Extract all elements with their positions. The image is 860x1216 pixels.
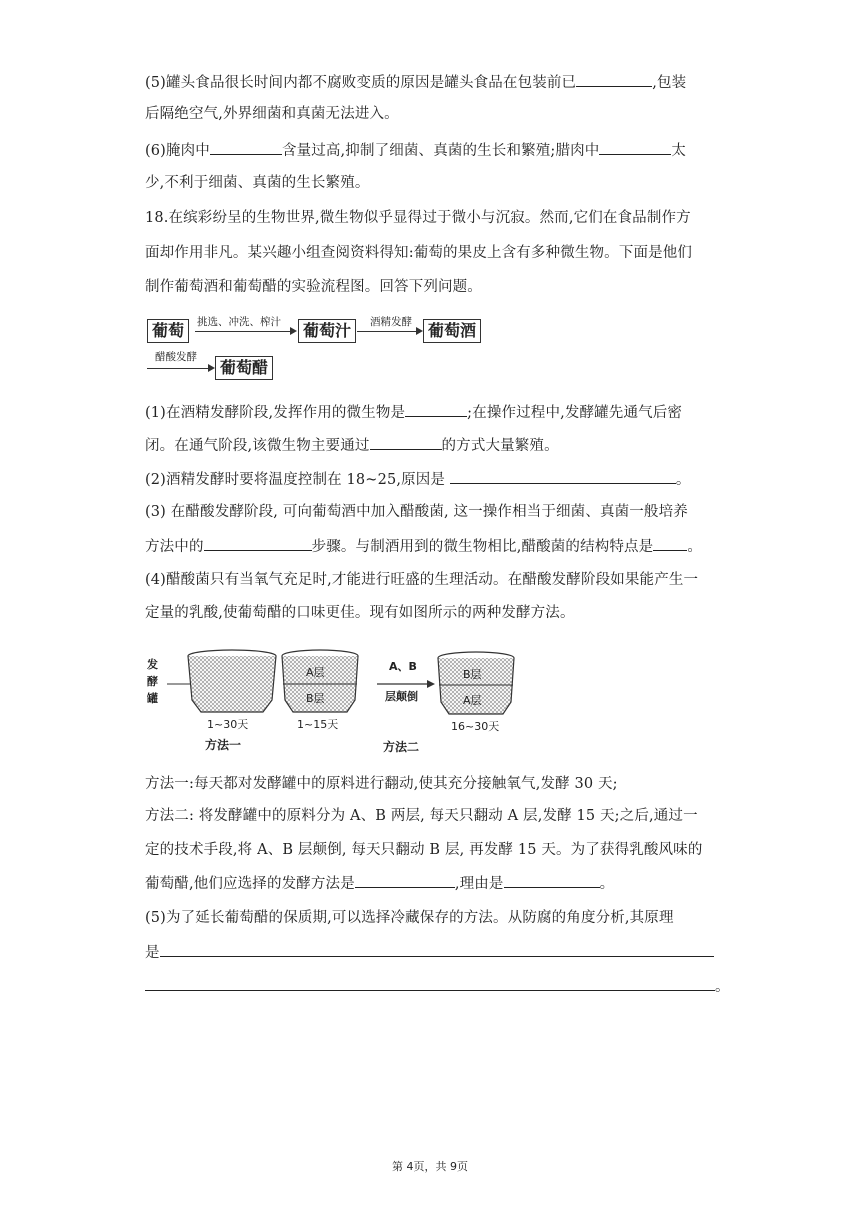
flip-label-top: A、B xyxy=(389,660,417,673)
jar1-days: 1~30天 xyxy=(207,718,249,731)
text: ;在操作过程中,发酵罐先通气后密 xyxy=(467,405,683,421)
answer-blank[interactable] xyxy=(145,976,715,991)
q18-5-line3 xyxy=(145,976,730,997)
layer-a-label: A层 xyxy=(463,694,482,707)
method1-line xyxy=(145,774,715,794)
text: 少,不利于细菌、真菌的生长繁殖。 xyxy=(145,175,370,191)
text: 方法二: 将发酵罐中的原料分为 A、B 两层, 每天只翻动 A 层,发酵 15 天;之后,通过一 xyxy=(145,808,698,824)
text: 制作葡萄酒和葡萄醋的实验流程图。回答下列问题。 xyxy=(145,279,482,295)
q17-5-line1 xyxy=(145,72,715,93)
q18-intro-line1 xyxy=(145,208,715,228)
text: (2)酒精发酵时要将温度控制在 18~25,原因是 xyxy=(145,472,450,488)
layer-a-label: A层 xyxy=(306,666,325,679)
juice-box: 葡萄汁 xyxy=(298,319,356,343)
text: 闭。在通气阶段,该微生物主要通过 xyxy=(145,438,370,454)
q18-intro-line3 xyxy=(145,277,715,297)
text: 太 xyxy=(671,143,687,159)
text: 步骤。与制酒用到的微生物相比,醋酸菌的结构特点是 xyxy=(311,539,654,555)
text: 定量的乳酸,使葡萄醋的口味更佳。现有如图所示的两种发酵方法。 xyxy=(145,605,575,621)
answer-blank[interactable] xyxy=(653,536,687,551)
answer-blank[interactable] xyxy=(204,536,312,551)
text: 定的技术手段,将 A、B 层颠倒, 每天只翻动 B 层, 再发酵 15 天。为了获得乳酸风味的 xyxy=(145,842,703,858)
method-one-caption: 方法一 xyxy=(205,738,242,752)
jar-label-char: 酵 xyxy=(147,675,158,688)
method2-line3 xyxy=(145,873,715,894)
method-two-caption: 方法二 xyxy=(383,740,420,754)
text: 后隔绝空气,外界细菌和真菌无法进入。 xyxy=(145,106,399,122)
fermentation-methods-figure xyxy=(145,640,545,762)
step1-label: 挑选、冲洗、榨汁 xyxy=(197,316,281,328)
text: 含量过高,抑制了细菌、真菌的生长和繁殖;腊肉中 xyxy=(281,143,600,159)
text: (3) 在醋酸发酵阶段, 可向葡萄酒中加入醋酸菌, 这一操作相当于细菌、真菌一般培养 xyxy=(145,504,688,520)
wine-box: 葡萄酒 xyxy=(423,319,481,343)
method2-line2 xyxy=(145,840,715,860)
answer-blank[interactable] xyxy=(355,873,455,888)
text: 的方式大量繁殖。 xyxy=(441,438,559,454)
jar-label-char: 发 xyxy=(147,658,158,671)
text: 18.在缤彩纷呈的生物世界,微生物似乎显得过于微小与沉寂。然而,它们在食品制作方 xyxy=(145,210,691,226)
q17-6-line1 xyxy=(145,140,715,161)
method2-line1 xyxy=(145,806,715,826)
flow-arrow xyxy=(147,368,213,369)
text: 。 xyxy=(599,876,615,892)
step3-label: 醋酸发酵 xyxy=(155,351,197,363)
jar-method-one xyxy=(188,650,276,712)
page-footer: 第 4页，共 9页 xyxy=(392,1160,468,1173)
text: 。 xyxy=(715,979,730,995)
flow-arrow xyxy=(357,331,421,332)
flow-arrow xyxy=(195,331,295,332)
text: 面却作用非凡。某兴趣小组查阅资料得知:葡萄的果皮上含有多种微生物。下面是他们 xyxy=(145,245,693,261)
grape-box: 葡萄 xyxy=(147,319,189,343)
text: 方法一:每天都对发酵罐中的原料进行翻动,使其充分接触氧气,发酵 30 天; xyxy=(145,776,618,792)
text: (1)在酒精发酵阶段,发挥作用的微生物是 xyxy=(145,405,406,421)
text: (5)罐头食品很长时间内都不腐败变质的原因是罐头食品在包装前已 xyxy=(145,75,577,91)
text: (6)腌肉中 xyxy=(145,143,210,159)
text: 。 xyxy=(687,539,702,555)
answer-blank[interactable] xyxy=(599,140,671,155)
text: ,理由是 xyxy=(454,876,504,892)
answer-blank[interactable] xyxy=(504,873,600,888)
q18-4-line1 xyxy=(145,570,715,590)
step2-label: 酒精发酵 xyxy=(370,316,412,328)
q17-5-line2 xyxy=(145,104,715,124)
text: 葡萄醋,他们应选择的发酵方法是 xyxy=(145,876,355,892)
answer-blank[interactable] xyxy=(370,435,442,450)
text: 。 xyxy=(675,472,691,488)
jar2-days: 1~15天 xyxy=(297,718,339,731)
q18-1-line2 xyxy=(145,435,715,456)
answer-blank[interactable] xyxy=(576,72,652,87)
q18-4-line2 xyxy=(145,603,715,623)
q18-intro-line2 xyxy=(145,243,715,263)
layer-b-label: B层 xyxy=(463,668,482,681)
q18-1-line1 xyxy=(145,402,715,423)
text: ,包装 xyxy=(652,75,687,91)
answer-blank[interactable] xyxy=(210,140,282,155)
q18-3-line2 xyxy=(145,536,715,557)
answer-blank[interactable] xyxy=(450,469,676,484)
jar3-days: 16~30天 xyxy=(451,720,500,733)
q18-3-line1 xyxy=(145,502,715,522)
text: (4)醋酸菌只有当氧气充足时,才能进行旺盛的生理活动。在醋酸发酵阶段如果能产生一 xyxy=(145,572,699,588)
text: (5)为了延长葡萄醋的保质期,可以选择冷藏保存的方法。从防腐的角度分析,其原理 xyxy=(145,910,674,926)
layer-b-label: B层 xyxy=(306,692,325,705)
text: 方法中的 xyxy=(145,539,204,555)
q18-5-line1 xyxy=(145,908,715,928)
vinegar-box: 葡萄醋 xyxy=(215,356,273,380)
q18-2-line xyxy=(145,469,715,490)
jar-label-char: 罐 xyxy=(147,692,158,705)
process-flowchart xyxy=(145,316,485,384)
answer-blank[interactable] xyxy=(405,402,467,417)
flip-label-bottom: 层颠倒 xyxy=(385,690,418,703)
q17-6-line2 xyxy=(145,173,715,193)
q18-5-line2 xyxy=(145,942,715,963)
answer-blank[interactable] xyxy=(160,942,714,957)
jar-label xyxy=(147,656,158,707)
text: 是 xyxy=(145,945,160,961)
